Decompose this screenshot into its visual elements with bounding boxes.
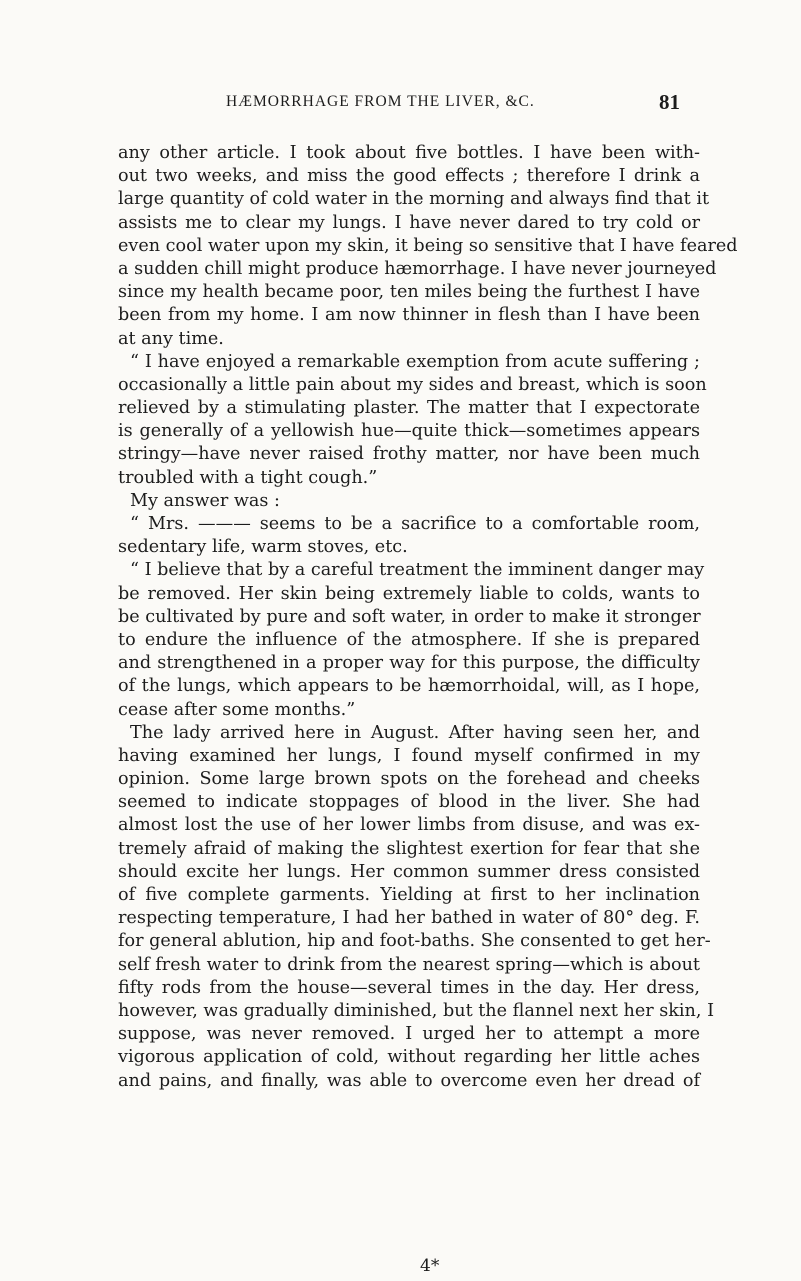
body-text [118,142,738,1093]
text-line: and pains, and finally, was able to overcome even her dread of [118,1070,700,1091]
text-line: cease after some months.” [118,699,356,720]
text-line: vigorous application of cold, without regarding her little aches [118,1047,700,1068]
text-line: large quantity of cold water in the morning and always find that it [118,189,710,210]
text-line: sedentary life, warm stoves, etc. [118,537,408,558]
text-line: of the lungs, which appears to be hæmorrhoidal, will, as I hope, [118,676,700,697]
text-line: tremely afraid of making the slightest exertion for fear that she [118,838,700,859]
text-line: opinion. Some large brown spots on the forehead and cheeks [118,769,700,790]
text-line: respecting temperature, I had her bathed in water of 80° deg. F. [118,908,700,929]
text-line: My answer was : [130,490,280,511]
text-line: seemed to indicate stoppages of blood in the liver. She had [118,792,700,813]
text-line: however, was gradually diminished, but the flannel next her skin, I [118,1000,715,1021]
text-line: be removed. Her skin being extremely liable to colds, wants to [118,583,700,604]
text-line: “ I believe that by a careful treatment the imminent danger may [130,560,705,581]
text-line: “ I have enjoyed a remarkable exemption from acute suffering ; [130,351,700,372]
text-line: any other article. I took about five bottles. I have been with- [118,143,700,163]
text-line: to endure the influence of the atmosphere. If she is prepared [118,629,700,650]
text-line: out two weeks, and miss the good effects ; therefore I drink a [118,166,700,187]
text-line: even cool water upon my skin, it being so sensitive that I have feared [118,235,738,256]
text-line: assists me to clear my lungs. I have never dared to try cold or [118,212,700,233]
text-line: been from my home. I am now thinner in flesh than I have been [118,305,700,326]
running-title: HÆMORRHAGE FROM THE LIVER, &C. [226,93,535,110]
text-line: be cultivated by pure and soft water, in order to make it stronger [118,606,701,627]
text-line: having examined her lungs, I found myself confirmed in my [118,745,700,766]
text-line: and strengthened in a proper way for this purpose, the difficulty [118,653,700,674]
text-line: almost lost the use of her lower limbs from disuse, and was ex- [118,815,700,836]
text-line: at any time. [118,328,224,349]
text-line: fifty rods from the house—several times in the day. Her dress, [118,977,700,998]
text-line: “ Mrs. ——— seems to be a sacrifice to a comfortable room, [130,514,700,534]
text-line: is generally of a yellowish hue—quite thick—sometimes appears [118,421,700,442]
text-line: since my health became poor, ten miles being the furthest I have [118,282,700,303]
text-line: a sudden chill might produce hæmorrhage. I have never journeyed [118,258,717,279]
signature-mark: 4* [420,1256,440,1276]
text-line: for general ablution, hip and foot-baths. She consented to get her- [118,931,711,952]
page-number: 81 [659,90,680,114]
text-line: self fresh water to drink from the nearest spring—which is about [118,954,700,975]
text-line: relieved by a stimulating plaster. The matter that I expectorate [118,398,700,419]
running-head [120,90,680,117]
text-line: occasionally a little pain about my sides and breast, which is soon [118,374,707,395]
text-line: suppose, was never removed. I urged her to attempt a more [118,1024,700,1045]
text-line: stringy—have never raised frothy matter, nor have been much [118,444,700,465]
text-line: troubled with a tight cough.” [118,467,378,488]
text-line: of five complete garments. Yielding at first to her inclination [118,885,700,905]
text-line: should excite her lungs. Her common summer dress consisted [118,861,700,882]
text-line: The lady arrived here in August. After having seen her, and [130,722,700,743]
